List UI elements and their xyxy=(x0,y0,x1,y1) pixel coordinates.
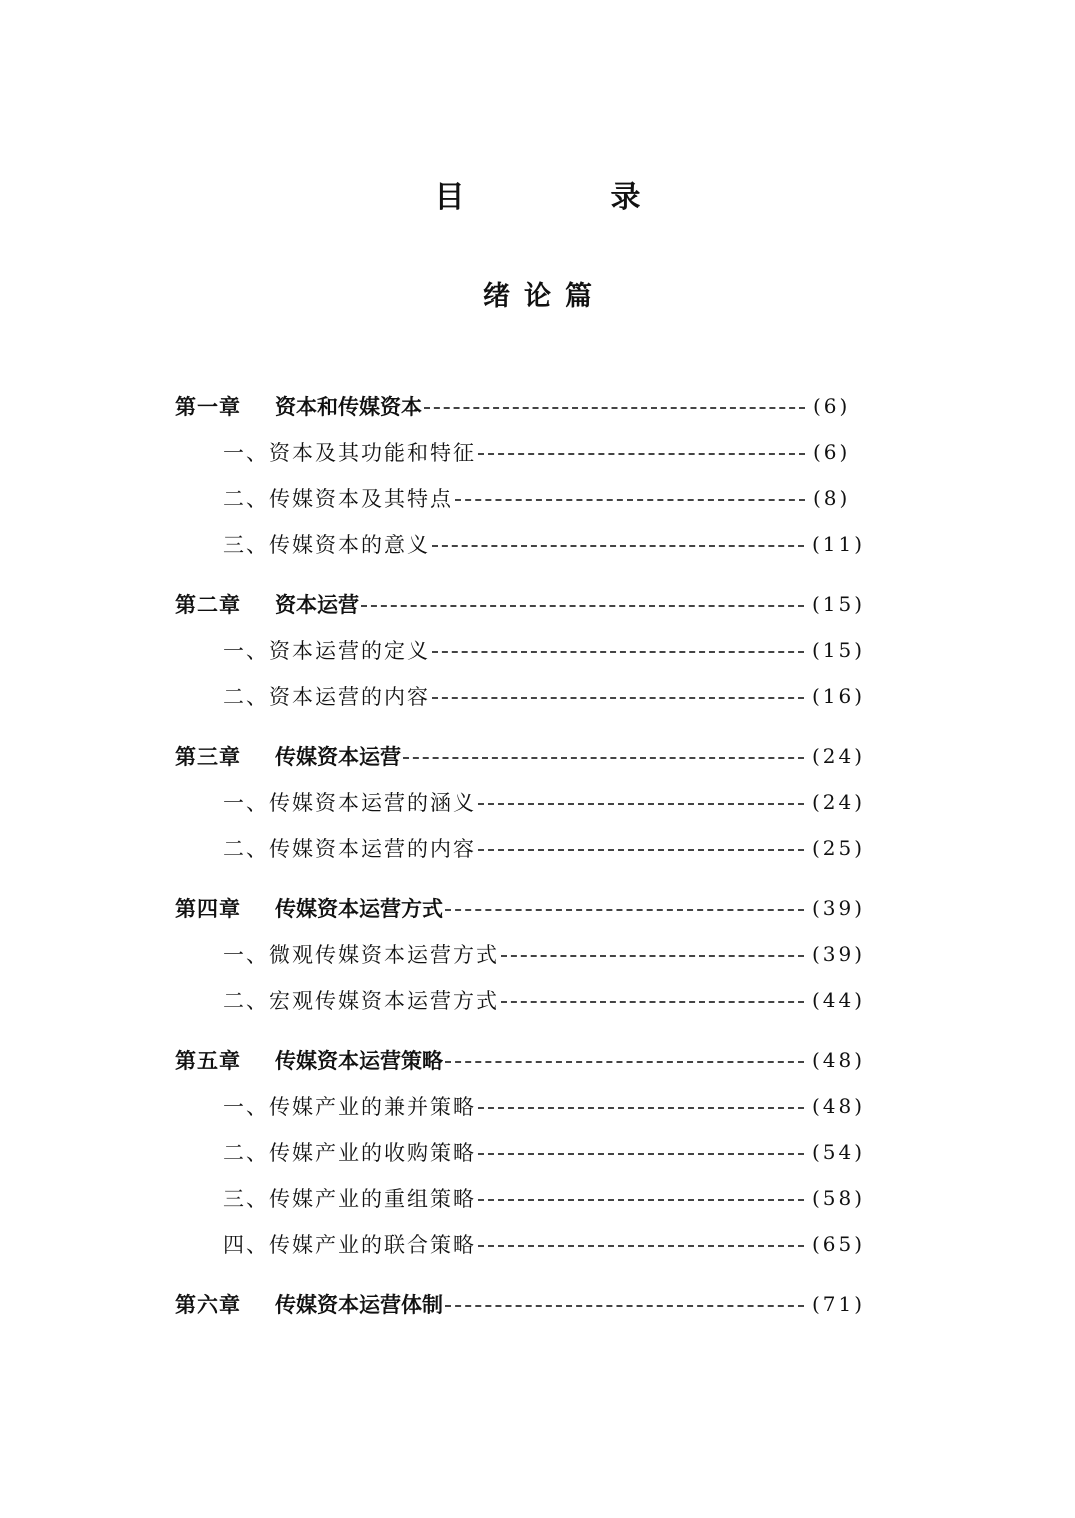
chapter-number: 第二章 xyxy=(175,592,241,617)
chapter-3 xyxy=(175,733,865,871)
chapter-title: 资本和传媒资本 xyxy=(275,394,422,419)
dot-leader xyxy=(432,545,804,547)
chapter-title: 传媒资本运营体制 xyxy=(275,1292,443,1317)
page-number: (11) xyxy=(811,532,865,556)
dot-leader xyxy=(403,757,804,759)
section-title: 二、传媒资本运营的内容 xyxy=(223,837,476,861)
section-title: 二、传媒资本及其特点 xyxy=(223,487,453,511)
dot-leader xyxy=(445,909,804,911)
section-title: 二、宏观传媒资本运营方式 xyxy=(223,989,499,1013)
section-title: 二、资本运营的内容 xyxy=(223,685,430,709)
chapter-2 xyxy=(175,581,865,719)
dot-leader xyxy=(478,1245,804,1247)
toc-section-entry[interactable] xyxy=(175,1129,865,1175)
page-number: (48) xyxy=(811,1048,865,1072)
page-number: (39) xyxy=(811,896,865,920)
chapter-title: 资本运营 xyxy=(275,592,359,617)
toc-section-entry[interactable] xyxy=(175,521,865,567)
chapter-title: 传媒资本运营 xyxy=(275,744,401,769)
section-title: 三、传媒产业的重组策略 xyxy=(223,1187,476,1211)
toc-section-entry[interactable] xyxy=(175,627,865,673)
page-number: (8) xyxy=(813,486,851,510)
page-number: (6) xyxy=(813,440,851,464)
toc-section-entry[interactable] xyxy=(175,779,865,825)
dot-leader xyxy=(478,849,804,851)
dot-leader xyxy=(478,453,805,455)
page-number: (39) xyxy=(811,942,865,966)
toc-section-entry[interactable] xyxy=(175,1083,865,1129)
page-number: (25) xyxy=(811,836,865,860)
section-title: 一、资本运营的定义 xyxy=(223,639,430,663)
page-number: (54) xyxy=(811,1140,865,1164)
section-title: 一、资本及其功能和特征 xyxy=(223,441,476,465)
table-of-contents xyxy=(175,383,865,1341)
dot-leader xyxy=(478,803,804,805)
dot-leader xyxy=(432,697,804,699)
dot-leader xyxy=(478,1199,804,1201)
toc-section-entry[interactable] xyxy=(175,673,865,719)
chapter-number: 第六章 xyxy=(175,1292,241,1317)
dot-leader xyxy=(445,1305,804,1307)
toc-section-entry[interactable] xyxy=(175,429,865,475)
section-title: 一、传媒产业的兼并策略 xyxy=(223,1095,476,1119)
page-number: (15) xyxy=(811,592,865,616)
toc-chapter-entry[interactable] xyxy=(175,1037,865,1083)
chapter-number: 第一章 xyxy=(175,394,241,419)
page-number: (58) xyxy=(811,1186,865,1210)
chapter-4 xyxy=(175,885,865,1023)
page-number: (24) xyxy=(811,790,865,814)
toc-section-entry[interactable] xyxy=(175,977,865,1023)
page-number: (48) xyxy=(811,1094,865,1118)
dot-leader xyxy=(432,651,804,653)
page-number: (65) xyxy=(811,1232,865,1256)
page-number: (15) xyxy=(811,638,865,662)
section-title: 二、传媒产业的收购策略 xyxy=(223,1141,476,1165)
page-number: (6) xyxy=(813,394,851,418)
chapter-1 xyxy=(175,383,865,567)
toc-section-entry[interactable] xyxy=(175,931,865,977)
section-title: 四、传媒产业的联合策略 xyxy=(223,1233,476,1257)
toc-section-entry[interactable] xyxy=(175,1175,865,1221)
section-title: 一、传媒资本运营的涵义 xyxy=(223,791,476,815)
dot-leader xyxy=(501,955,804,957)
chapter-title: 传媒资本运营方式 xyxy=(275,896,443,921)
chapter-6 xyxy=(175,1281,865,1327)
toc-section-entry[interactable] xyxy=(175,1221,865,1267)
toc-chapter-entry[interactable] xyxy=(175,383,865,429)
dot-leader xyxy=(478,1153,804,1155)
chapter-5 xyxy=(175,1037,865,1267)
chapter-number: 第三章 xyxy=(175,744,241,769)
toc-section-entry[interactable] xyxy=(175,825,865,871)
dot-leader xyxy=(445,1061,804,1063)
dot-leader xyxy=(455,499,805,501)
page-number: (16) xyxy=(811,684,865,708)
section-title: 一、微观传媒资本运营方式 xyxy=(223,943,499,967)
dot-leader xyxy=(501,1001,804,1003)
dot-leader xyxy=(424,407,805,409)
page-number: (71) xyxy=(811,1292,865,1316)
chapter-number: 第四章 xyxy=(175,896,241,921)
section-title: 三、传媒资本的意义 xyxy=(223,533,430,557)
page-number: (24) xyxy=(811,744,865,768)
toc-chapter-entry[interactable] xyxy=(175,1281,865,1327)
page-number: (44) xyxy=(811,988,865,1012)
toc-section-entry[interactable] xyxy=(175,475,865,521)
toc-chapter-entry[interactable] xyxy=(175,581,865,627)
toc-chapter-entry[interactable] xyxy=(175,885,865,931)
part-title: 绪论篇 xyxy=(483,281,606,312)
chapter-number: 第五章 xyxy=(175,1048,241,1073)
dot-leader xyxy=(478,1107,804,1109)
dot-leader xyxy=(361,605,804,607)
toc-chapter-entry[interactable] xyxy=(175,733,865,779)
toc-title: 目 录 xyxy=(434,180,699,215)
chapter-title: 传媒资本运营策略 xyxy=(275,1048,443,1073)
